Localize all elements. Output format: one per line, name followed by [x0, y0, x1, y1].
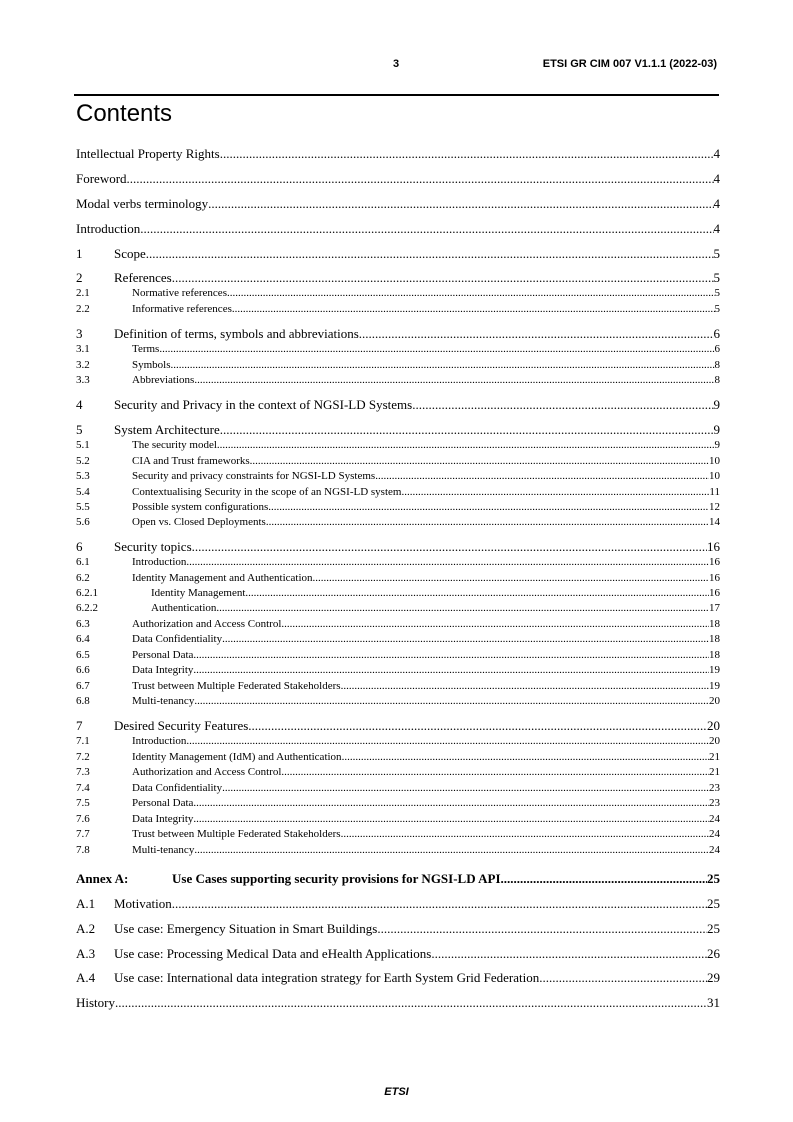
- toc-entry-number: A.1: [76, 896, 96, 911]
- toc-entry-page: 12: [709, 501, 720, 513]
- toc-entry-title: Introduction: [76, 221, 141, 236]
- toc-entry-number: 6.2.2: [76, 602, 98, 614]
- toc-entry-number: 7: [76, 718, 83, 733]
- toc-entry[interactable]: [76, 196, 720, 212]
- toc-entry-title: Abbreviations: [132, 374, 195, 386]
- toc-entry-title: CIA and Trust frameworks: [132, 455, 250, 467]
- toc-entry-title: Data Confidentiality: [132, 782, 223, 794]
- toc-entry-page: 20: [707, 718, 720, 733]
- toc-entry[interactable]: [76, 287, 720, 301]
- toc-dot-leader: [341, 828, 709, 842]
- toc-dot-leader: [192, 539, 707, 555]
- toc-entry-page: 16: [709, 572, 720, 584]
- toc-dot-leader: [232, 303, 715, 317]
- toc-entry[interactable]: [76, 470, 720, 484]
- toc-dot-leader: [222, 782, 709, 796]
- toc-entry-page: 10: [709, 455, 720, 467]
- toc-entry-number: 6.8: [76, 695, 90, 707]
- toc-entry-number: 2: [76, 270, 83, 285]
- toc-entry[interactable]: [76, 633, 720, 647]
- toc-dot-leader: [245, 587, 709, 601]
- toc-dot-leader: [281, 618, 709, 632]
- toc-entry[interactable]: [76, 896, 720, 912]
- toc-dot-leader: [217, 439, 715, 453]
- toc-entry[interactable]: [76, 246, 720, 262]
- toc-entry-title: Security and Privacy in the context of NGSI-LD Systems: [114, 397, 413, 412]
- toc-entry-page: 10: [709, 470, 720, 482]
- toc-dot-leader: [194, 695, 709, 709]
- toc-entry-title: Authorization and Access Control: [132, 618, 282, 630]
- toc-entry[interactable]: [76, 828, 720, 842]
- toc-entry-page: 19: [709, 680, 720, 692]
- toc-entry-title: Modal verbs terminology: [76, 196, 209, 211]
- toc-entry-title: Identity Management: [151, 587, 246, 599]
- toc-entry-title: Authorization and Access Control: [132, 766, 282, 778]
- toc-entry[interactable]: [76, 797, 720, 811]
- toc-entry-page: 18: [709, 618, 720, 630]
- toc-entry[interactable]: [76, 970, 720, 986]
- toc-entry-title: Use case: Processing Medical Data and eHealth Applications: [114, 946, 432, 961]
- toc-entry[interactable]: [76, 695, 720, 709]
- toc-entry-page: 19: [709, 664, 720, 676]
- toc-dot-leader: [186, 556, 709, 570]
- toc-dot-leader: [115, 995, 707, 1011]
- toc-entry-page: 4: [713, 196, 720, 211]
- toc-entry-title: Motivation: [114, 896, 172, 911]
- toc-dot-leader: [359, 326, 714, 342]
- toc-entry-title: Intellectual Property Rights: [76, 146, 220, 161]
- toc-entry[interactable]: [76, 516, 720, 530]
- toc-dot-leader: [159, 343, 714, 357]
- toc-entry-title: Open vs. Closed Deployments: [132, 516, 266, 528]
- toc-entry-number: 7.7: [76, 828, 90, 840]
- toc-entry[interactable]: [76, 326, 720, 342]
- toc-entry-title: Contextualising Security in the scope of an NGSI-LD system: [132, 486, 402, 498]
- toc-entry[interactable]: [76, 587, 720, 601]
- toc-entry-number: 5.2: [76, 455, 90, 467]
- toc-entry-page: 23: [709, 797, 720, 809]
- toc-entry-title: Introduction: [132, 556, 187, 568]
- toc-entry[interactable]: [76, 221, 720, 237]
- toc-entry[interactable]: [76, 146, 720, 162]
- toc-entry[interactable]: [76, 501, 720, 515]
- toc-entry-title: Foreword: [76, 171, 127, 186]
- toc-entry-title: Data Integrity: [132, 664, 194, 676]
- toc-entry-title: System Architecture: [114, 422, 220, 437]
- toc-entry-page: 6: [714, 343, 720, 355]
- toc-entry-title: History: [76, 995, 115, 1010]
- toc-entry-title: Desired Security Features: [114, 718, 249, 733]
- toc-dot-leader: [172, 270, 714, 286]
- toc-dot-leader: [268, 501, 709, 515]
- toc-entry[interactable]: [76, 303, 720, 317]
- toc-entry-page: 25: [707, 896, 720, 911]
- toc-entry-title: Definition of terms, symbols and abbreviations: [114, 326, 359, 341]
- toc-entry-title: Personal Data: [132, 797, 194, 809]
- toc-entry[interactable]: [76, 664, 720, 678]
- toc-dot-leader: [222, 633, 709, 647]
- toc-entry-page: 9: [714, 439, 720, 451]
- toc-entry-number: 2.2: [76, 303, 90, 315]
- toc-entry-page: 20: [709, 735, 720, 747]
- toc-entry-page: 14: [709, 516, 720, 528]
- toc-entry-number: 2.1: [76, 287, 90, 299]
- toc-entry[interactable]: [76, 486, 720, 500]
- toc-entry[interactable]: [76, 871, 720, 887]
- toc-entry-number: 6.7: [76, 680, 90, 692]
- toc-dot-leader: [193, 649, 709, 663]
- toc-entry-number: 3.2: [76, 359, 90, 371]
- toc-dot-leader: [140, 221, 713, 237]
- toc-entry[interactable]: [76, 556, 720, 570]
- toc-dot-leader: [266, 516, 709, 530]
- toc-entry-number: 1: [76, 246, 83, 261]
- toc-entry-page: 16: [707, 539, 720, 554]
- toc-dot-leader: [313, 572, 709, 586]
- toc-dot-leader: [342, 751, 709, 765]
- toc-dot-leader: [171, 359, 715, 373]
- toc-dot-leader: [194, 374, 714, 388]
- toc-entry-title: Informative references: [132, 303, 232, 315]
- toc-entry-number: A.3: [76, 946, 96, 961]
- toc-dot-leader: [341, 680, 709, 694]
- toc-dot-leader: [539, 970, 707, 986]
- toc-dot-leader: [248, 718, 707, 734]
- toc-entry-number: 5: [76, 422, 83, 437]
- toc-entry-page: 17: [709, 602, 720, 614]
- toc-entry-number: 7.4: [76, 782, 90, 794]
- toc-entry-number: 6: [76, 539, 83, 554]
- toc-entry[interactable]: [76, 995, 720, 1011]
- toc-entry-title: Multi-tenancy: [132, 844, 195, 856]
- toc-entry-page: 26: [707, 946, 720, 961]
- toc-entry[interactable]: [76, 539, 720, 555]
- toc-entry[interactable]: [76, 171, 720, 187]
- toc-entry-number: 5.5: [76, 501, 90, 513]
- toc-entry-page: 16: [709, 556, 720, 568]
- toc-entry-page: 24: [709, 844, 720, 856]
- toc-entry[interactable]: [76, 455, 720, 469]
- toc-entry-page: 4: [713, 171, 720, 186]
- toc-entry-number: 5.6: [76, 516, 90, 528]
- toc-entry-title: Data Integrity: [132, 813, 194, 825]
- toc-entry-title: Symbols: [132, 359, 171, 371]
- toc-entry-page: 5: [714, 287, 720, 299]
- toc-entry-title: Possible system configurations: [132, 501, 269, 513]
- toc-entry-page: 8: [714, 359, 720, 371]
- toc-entry[interactable]: [76, 735, 720, 749]
- toc-entry-title: Scope: [114, 246, 146, 261]
- toc-entry-number: 6.1: [76, 556, 90, 568]
- toc-entry[interactable]: [76, 397, 720, 413]
- toc-entry-number: 5.1: [76, 439, 90, 451]
- toc-entry-number: 5.4: [76, 486, 90, 498]
- toc-entry-page: 5: [713, 246, 720, 261]
- toc-entry-page: 11: [709, 486, 720, 498]
- toc-entry-title: References: [114, 270, 172, 285]
- toc-entry[interactable]: [76, 422, 720, 438]
- toc-entry-page: 5: [714, 303, 720, 315]
- toc-entry-number: 7.8: [76, 844, 90, 856]
- toc-entry-page: 20: [709, 695, 720, 707]
- toc-entry-title: Authentication: [151, 602, 217, 614]
- toc-entry-title: Security topics: [114, 539, 192, 554]
- header-rule: [74, 94, 719, 96]
- toc-entry-number: 6.3: [76, 618, 90, 630]
- toc-entry-number: 6.4: [76, 633, 90, 645]
- toc-entry-title: Use Cases supporting security provisions for NGSI-LD API: [172, 871, 501, 886]
- toc-entry-title: Normative references: [132, 287, 227, 299]
- toc-entry-title: Security and privacy constraints for NGSI-LD Systems: [132, 470, 376, 482]
- toc-entry-page: 25: [707, 871, 720, 886]
- toc-entry[interactable]: [76, 572, 720, 586]
- toc-dot-leader: [401, 486, 709, 500]
- toc-entry-page: 16: [709, 587, 720, 599]
- toc-entry[interactable]: [76, 439, 720, 453]
- toc-entry-title: Multi-tenancy: [132, 695, 195, 707]
- toc-entry-number: 7.5: [76, 797, 90, 809]
- toc-entry-page: 18: [709, 633, 720, 645]
- toc-entry-page: 21: [709, 766, 720, 778]
- toc-entry[interactable]: [76, 718, 720, 734]
- toc-entry[interactable]: [76, 813, 720, 827]
- toc-dot-leader: [431, 946, 707, 962]
- toc-entry-number: A.4: [76, 970, 96, 985]
- toc-entry-number: 5.3: [76, 470, 90, 482]
- toc-entry-page: 6: [713, 326, 720, 341]
- toc-entry[interactable]: [76, 649, 720, 663]
- toc-dot-leader: [193, 797, 709, 811]
- toc-entry-page: 24: [709, 813, 720, 825]
- toc-entry-page: 9: [713, 397, 720, 412]
- toc-entry-page: 8: [714, 374, 720, 386]
- toc-dot-leader: [501, 871, 707, 887]
- toc-entry-number: 3: [76, 326, 83, 341]
- toc-entry-title: Personal Data: [132, 649, 194, 661]
- toc-entry-number: A.2: [76, 921, 96, 936]
- toc-dot-leader: [193, 813, 709, 827]
- toc-entry[interactable]: [76, 359, 720, 373]
- toc-dot-leader: [412, 397, 713, 413]
- toc-entry-title: Trust between Multiple Federated Stakeholders: [132, 828, 341, 840]
- toc-entry-number: 7.3: [76, 766, 90, 778]
- toc-dot-leader: [220, 146, 714, 162]
- toc-dot-leader: [281, 766, 709, 780]
- toc-entry-page: 24: [709, 828, 720, 840]
- toc-dot-leader: [375, 470, 709, 484]
- toc-entry-title: Introduction: [132, 735, 187, 747]
- toc-entry[interactable]: [76, 602, 720, 616]
- toc-entry-number: 6.2.1: [76, 587, 98, 599]
- toc-entry-title: Use case: Emergency Situation in Smart Buildings: [114, 921, 378, 936]
- toc-dot-leader: [377, 921, 707, 937]
- toc-entry[interactable]: [76, 921, 720, 937]
- toc-entry-page: 18: [709, 649, 720, 661]
- toc-entry-number: 7.1: [76, 735, 90, 747]
- toc-entry-page: 5: [713, 270, 720, 285]
- toc-entry[interactable]: [76, 618, 720, 632]
- toc-entry-number: Annex A:: [76, 871, 129, 886]
- toc-entry-title: Terms: [132, 343, 160, 355]
- toc-entry[interactable]: [76, 270, 720, 286]
- toc-dot-leader: [227, 287, 715, 301]
- toc-entry[interactable]: [76, 343, 720, 357]
- page-title: Contents: [76, 100, 173, 127]
- toc-entry-page: 4: [713, 146, 720, 161]
- toc-dot-leader: [146, 246, 714, 262]
- toc-entry-page: 31: [707, 995, 720, 1010]
- toc-entry-number: 7.6: [76, 813, 90, 825]
- toc-entry[interactable]: [76, 751, 720, 765]
- toc-dot-leader: [127, 171, 714, 187]
- toc-entry-page: 23: [709, 782, 720, 794]
- footer-etsi: ETSI: [384, 1086, 409, 1098]
- toc-dot-leader: [193, 664, 709, 678]
- document-id: ETSI GR CIM 007 V1.1.1 (2022-03): [542, 58, 717, 70]
- toc-entry-title: The security model: [132, 439, 217, 451]
- toc-dot-leader: [186, 735, 709, 749]
- toc-entry[interactable]: [76, 844, 720, 858]
- toc-entry[interactable]: [76, 782, 720, 796]
- toc-entry[interactable]: [76, 766, 720, 780]
- toc-entry-title: Use case: International data integration strategy for Earth System Grid Federation: [114, 970, 540, 985]
- toc-entry-number: 6.2: [76, 572, 90, 584]
- page-number: 3: [393, 58, 400, 70]
- toc-dot-leader: [208, 196, 713, 212]
- toc-entry-title: Data Confidentiality: [132, 633, 223, 645]
- toc-entry-page: 25: [707, 921, 720, 936]
- toc-entry[interactable]: [76, 374, 720, 388]
- toc-dot-leader: [216, 602, 709, 616]
- toc-entry-number: 4: [76, 397, 83, 412]
- toc-dot-leader: [220, 422, 714, 438]
- toc-entry-number: 6.6: [76, 664, 90, 676]
- toc-dot-leader: [194, 844, 709, 858]
- toc-entry-page: 29: [707, 970, 720, 985]
- toc-dot-leader: [250, 455, 709, 469]
- toc-entry-page: 9: [713, 422, 720, 437]
- toc-entry-page: 21: [709, 751, 720, 763]
- toc-entry[interactable]: [76, 946, 720, 962]
- toc-entry-title: Trust between Multiple Federated Stakeholders: [132, 680, 341, 692]
- toc-entry-title: Identity Management (IdM) and Authentication: [132, 751, 342, 763]
- toc-entry-page: 4: [713, 221, 720, 236]
- toc-entry-number: 6.5: [76, 649, 90, 661]
- toc-entry-number: 3.3: [76, 374, 90, 386]
- toc-entry-title: Identity Management and Authentication: [132, 572, 313, 584]
- toc-entry[interactable]: [76, 680, 720, 694]
- toc-entry-number: 7.2: [76, 751, 90, 763]
- toc-entry-number: 3.1: [76, 343, 90, 355]
- toc-dot-leader: [172, 896, 707, 912]
